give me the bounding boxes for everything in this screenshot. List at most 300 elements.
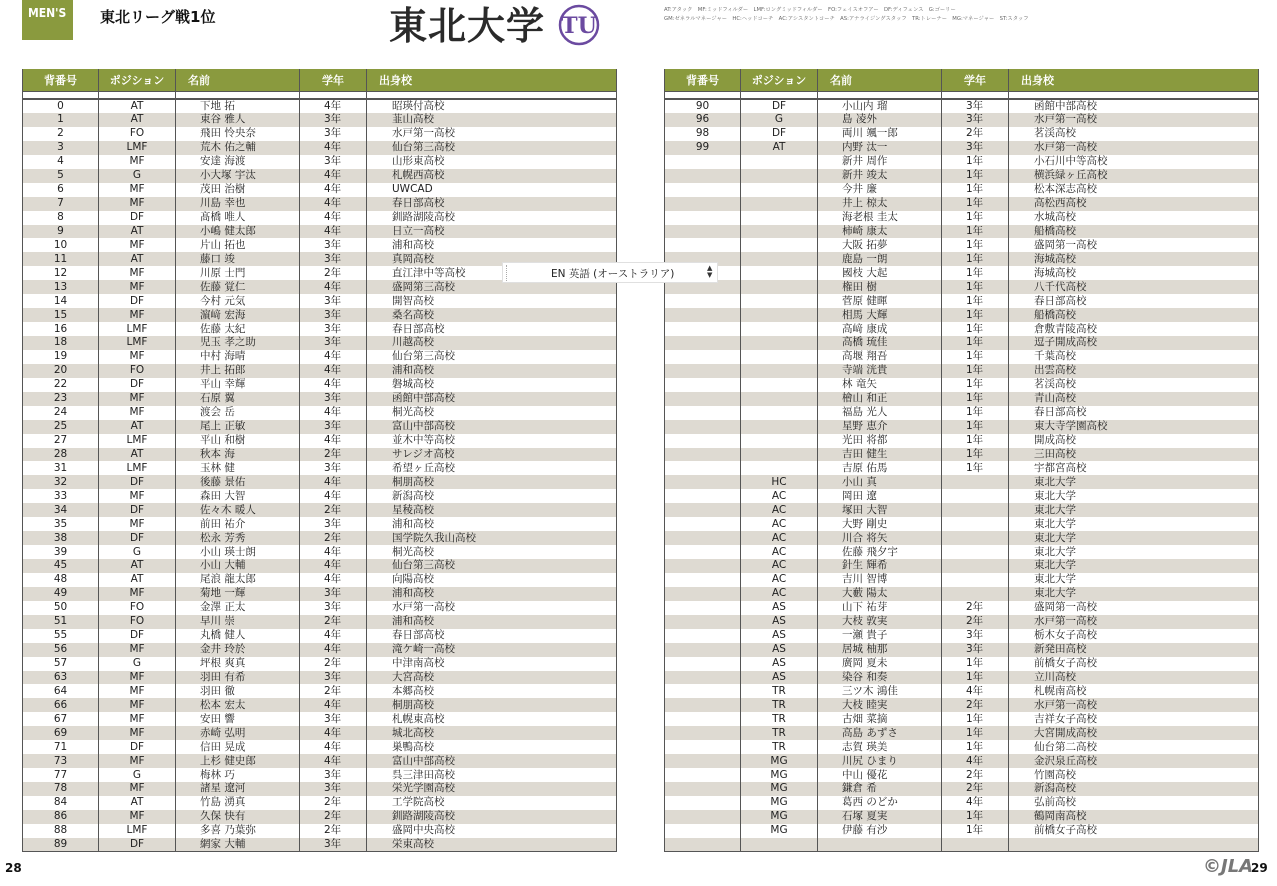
cell-position	[741, 308, 818, 322]
cell-name: 川島 幸也	[176, 197, 300, 211]
cell-school: 本郷高校	[367, 684, 617, 698]
cell-number: 49	[23, 587, 99, 601]
cell-year: 3年	[942, 141, 1009, 155]
cell-year: 1年	[942, 266, 1009, 280]
table-row	[23, 406, 617, 420]
table-row	[23, 754, 617, 768]
cell-school: 並木中等高校	[367, 434, 617, 448]
cell-number	[665, 336, 741, 350]
cell-year: 4年	[300, 489, 367, 503]
cell-position: MG	[741, 768, 818, 782]
cell-year: 1年	[942, 461, 1009, 475]
cell-school: 東北大学	[1009, 545, 1259, 559]
cell-year: 3年	[300, 113, 367, 127]
logo-text: TU	[561, 13, 597, 39]
cell-name: 大藪 陽太	[818, 587, 942, 601]
language-select-value: EN 英語 (オーストラリア)	[551, 268, 675, 280]
cell-year: 3年	[300, 782, 367, 796]
cell-name: 志賀 瑛美	[818, 740, 942, 754]
cell-position: MG	[741, 754, 818, 768]
cell-number: 24	[23, 406, 99, 420]
cell-school: 東北大学	[1009, 475, 1259, 489]
cell-school: 東北大学	[1009, 559, 1259, 573]
cell-year	[942, 517, 1009, 531]
cell-school: 出雲高校	[1009, 364, 1259, 378]
cell-year	[942, 573, 1009, 587]
cell-number	[665, 169, 741, 183]
cell-number	[665, 392, 741, 406]
roster-table-right	[664, 69, 1259, 852]
table-row	[665, 155, 1259, 169]
cell-number: 78	[23, 782, 99, 796]
cell-name: 片山 拓也	[176, 238, 300, 252]
cell-name: 井上 椋太	[818, 197, 942, 211]
cell-number	[665, 155, 741, 169]
cell-year	[942, 489, 1009, 503]
cell-position	[741, 183, 818, 197]
cell-school: 浦和高校	[367, 238, 617, 252]
cell-year: 1年	[942, 420, 1009, 434]
cell-school: 立川高校	[1009, 671, 1259, 685]
table-row	[23, 434, 617, 448]
table-row	[23, 517, 617, 531]
cell-school: 札幌西高校	[367, 169, 617, 183]
table-row	[23, 183, 617, 197]
table-row	[665, 434, 1259, 448]
cell-year: 4年	[300, 475, 367, 489]
cell-number	[665, 364, 741, 378]
table-row	[23, 503, 617, 517]
cell-name: 大野 剛史	[818, 517, 942, 531]
cell-number	[665, 824, 741, 838]
cell-school: 吉祥女子高校	[1009, 712, 1259, 726]
cell-position: MF	[99, 155, 176, 169]
cell-number	[665, 406, 741, 420]
cell-year: 3年	[300, 322, 367, 336]
cell-name: 小山 真	[818, 475, 942, 489]
cell-number: 25	[23, 420, 99, 434]
cell-year: 3年	[300, 420, 367, 434]
cell-position: MF	[99, 587, 176, 601]
cell-school: 韮山高校	[367, 113, 617, 127]
cell-number	[665, 308, 741, 322]
cell-position: MF	[99, 517, 176, 531]
cell-school: 高松西高校	[1009, 197, 1259, 211]
cell-position: AT	[99, 225, 176, 239]
cell-number: 27	[23, 434, 99, 448]
cell-number	[665, 434, 741, 448]
cell-name: 下地 拓	[176, 99, 300, 113]
cell-number: 55	[23, 629, 99, 643]
cell-position: AT	[741, 141, 818, 155]
cell-position: AT	[99, 99, 176, 113]
cell-year: 2年	[300, 503, 367, 517]
cell-position	[741, 350, 818, 364]
position-legend	[664, 6, 1084, 24]
cell-school: 水城高校	[1009, 211, 1259, 225]
table-row	[665, 657, 1259, 671]
cell-name: 小大塚 宇汰	[176, 169, 300, 183]
cell-number	[665, 698, 741, 712]
cell-year: 3年	[300, 712, 367, 726]
cell-school: 春日部高校	[1009, 294, 1259, 308]
cell-number: 39	[23, 545, 99, 559]
cell-school: 仙台第三高校	[367, 350, 617, 364]
cell-position: LMF	[99, 824, 176, 838]
table-row	[665, 796, 1259, 810]
cell-year: 4年	[300, 629, 367, 643]
table-row	[665, 420, 1259, 434]
cell-name: 高島 あずさ	[818, 726, 942, 740]
cell-number: 14	[23, 294, 99, 308]
cell-number	[665, 782, 741, 796]
cell-position: DF	[741, 99, 818, 113]
cell-name: 内野 汰一	[818, 141, 942, 155]
cell-name: 前田 祐介	[176, 517, 300, 531]
cell-name: 信田 晃成	[176, 740, 300, 754]
cell-position: AT	[99, 113, 176, 127]
cell-school: 希望ヶ丘高校	[367, 461, 617, 475]
cell-school: 鶴岡南高校	[1009, 810, 1259, 824]
col-header-number: 背番号	[23, 69, 99, 91]
table-row	[665, 475, 1259, 489]
cell-name: 石原 翼	[176, 392, 300, 406]
cell-year: 4年	[300, 378, 367, 392]
col-header-name: 名前	[818, 69, 942, 91]
cell-position: MF	[99, 643, 176, 657]
university-title: 東北大学	[389, 4, 546, 48]
cell-name: 國枝 大起	[818, 266, 942, 280]
cell-number	[665, 740, 741, 754]
cell-school: 星稜高校	[367, 503, 617, 517]
cell-name: 山下 祐芽	[818, 601, 942, 615]
cell-name: 寺端 洸貴	[818, 364, 942, 378]
cell-position	[741, 336, 818, 350]
cell-name: 海老根 圭太	[818, 211, 942, 225]
cell-position	[741, 406, 818, 420]
cell-number	[665, 378, 741, 392]
cell-year: 2年	[300, 810, 367, 824]
cell-name: 渡会 岳	[176, 406, 300, 420]
table-row	[23, 322, 617, 336]
cell-school: 呉三津田高校	[367, 768, 617, 782]
cell-number: 23	[23, 392, 99, 406]
cell-name: 松本 宏太	[176, 698, 300, 712]
cell-year: 1年	[942, 824, 1009, 838]
table-row	[665, 322, 1259, 336]
cell-year: 3年	[942, 113, 1009, 127]
table-row	[665, 712, 1259, 726]
cell-name: 小山 大輔	[176, 559, 300, 573]
table-row	[23, 657, 617, 671]
table-row	[23, 99, 617, 113]
cell-name: 一瀬 貴子	[818, 629, 942, 643]
cell-year: 2年	[942, 698, 1009, 712]
cell-name: 小山内 瑠	[818, 99, 942, 113]
cell-number: 98	[665, 127, 741, 141]
cell-position: FO	[99, 127, 176, 141]
cell-name: 居城 柚那	[818, 643, 942, 657]
cell-position: TR	[741, 684, 818, 698]
cell-school: 倉敷青陵高校	[1009, 322, 1259, 336]
cell-year	[942, 475, 1009, 489]
cell-name: 川尻 ひまり	[818, 754, 942, 768]
cell-position: AS	[741, 657, 818, 671]
cell-number: 33	[23, 489, 99, 503]
cell-name: 新井 周作	[818, 155, 942, 169]
cell-name: 廣岡 夏未	[818, 657, 942, 671]
cell-school: 真岡高校	[367, 252, 617, 266]
cell-number	[665, 238, 741, 252]
cell-school: サレジオ高校	[367, 448, 617, 462]
cell-position: MF	[99, 238, 176, 252]
cell-position: AT	[99, 796, 176, 810]
table-row	[23, 531, 617, 545]
cell-position: AC	[741, 573, 818, 587]
cell-position: MF	[99, 810, 176, 824]
cell-number: 11	[23, 252, 99, 266]
cell-position: G	[99, 545, 176, 559]
table-row	[665, 615, 1259, 629]
cell-name: 塚田 大智	[818, 503, 942, 517]
cell-school: 函館中部高校	[1009, 99, 1259, 113]
cell-school: 水戸第一高校	[1009, 113, 1259, 127]
cell-number: 18	[23, 336, 99, 350]
cell-number: 10	[23, 238, 99, 252]
table-row	[665, 364, 1259, 378]
table-row	[23, 559, 617, 573]
cell-year: 4年	[300, 545, 367, 559]
cell-year: 4年	[300, 364, 367, 378]
cell-position	[741, 461, 818, 475]
cell-school: 城北高校	[367, 726, 617, 740]
table-row	[665, 169, 1259, 183]
cell-year: 2年	[300, 448, 367, 462]
cell-year: 1年	[942, 197, 1009, 211]
cell-number	[665, 796, 741, 810]
cell-year: 2年	[300, 615, 367, 629]
league-rank: 東北リーグ戦1位	[100, 8, 216, 26]
table-row	[665, 448, 1259, 462]
cell-school: 桑名高校	[367, 308, 617, 322]
cell-position: DF	[99, 838, 176, 852]
cell-name: 小山 瑛士朗	[176, 545, 300, 559]
cell-school: 滝ケ崎一高校	[367, 643, 617, 657]
table-row	[23, 824, 617, 838]
cell-position: MF	[99, 712, 176, 726]
cell-position: TR	[741, 712, 818, 726]
table-row	[23, 141, 617, 155]
cell-school: 船橋高校	[1009, 225, 1259, 239]
cell-position: AT	[99, 573, 176, 587]
cell-school: 桐光高校	[367, 545, 617, 559]
up-down-arrow-icon: ▲ ▼	[707, 264, 713, 279]
table-row	[665, 601, 1259, 615]
cell-school: 栄東高校	[367, 838, 617, 852]
cell-position	[741, 155, 818, 169]
cell-school: 東北大学	[1009, 573, 1259, 587]
cell-name: 児玉 孝之助	[176, 336, 300, 350]
cell-number	[665, 615, 741, 629]
cell-year: 2年	[942, 768, 1009, 782]
table-header-row	[665, 69, 1259, 91]
cell-position: MG	[741, 796, 818, 810]
cell-number	[665, 448, 741, 462]
cell-name: 古畑 菜摘	[818, 712, 942, 726]
table-row	[665, 587, 1259, 601]
table-row	[23, 545, 617, 559]
cell-school: 新潟高校	[367, 489, 617, 503]
table-row	[23, 740, 617, 754]
cell-position: AT	[99, 252, 176, 266]
language-select[interactable]	[502, 262, 718, 283]
cell-name: 今村 元気	[176, 294, 300, 308]
cell-position: TR	[741, 740, 818, 754]
table-row	[23, 489, 617, 503]
cell-position	[741, 169, 818, 183]
cell-school: 新潟高校	[1009, 782, 1259, 796]
cell-number: 56	[23, 643, 99, 657]
table-row	[665, 406, 1259, 420]
cell-school: 盛岡第一高校	[1009, 238, 1259, 252]
cell-school: 山形東高校	[367, 155, 617, 169]
cell-year: 3年	[300, 601, 367, 615]
cell-position	[741, 838, 818, 852]
cell-number: 64	[23, 684, 99, 698]
cell-position: AS	[741, 615, 818, 629]
table-row	[665, 740, 1259, 754]
cell-name: 赤崎 弘明	[176, 726, 300, 740]
cell-position	[741, 392, 818, 406]
university-logo	[556, 3, 602, 47]
cell-year: 3年	[300, 838, 367, 852]
cell-position: LMF	[99, 141, 176, 155]
table-row	[23, 671, 617, 685]
cell-number: 90	[665, 99, 741, 113]
cell-school: 釧路湖陵高校	[367, 211, 617, 225]
cell-number	[665, 294, 741, 308]
cell-year: 4年	[300, 434, 367, 448]
cell-number: 38	[23, 531, 99, 545]
cell-name: 針生 輝希	[818, 559, 942, 573]
cell-number	[665, 754, 741, 768]
cell-position	[741, 252, 818, 266]
cell-number: 73	[23, 754, 99, 768]
cell-school: 盛岡第三高校	[367, 280, 617, 294]
table-row	[665, 754, 1259, 768]
cell-name: 吉原 佑馬	[818, 461, 942, 475]
table-row	[665, 838, 1259, 852]
cell-school: 前橋女子高校	[1009, 824, 1259, 838]
cell-school: 直江津中等高校	[367, 266, 617, 280]
cell-position: AC	[741, 545, 818, 559]
cell-name: 三ツ木 鴻佳	[818, 684, 942, 698]
cell-name: 星野 恵介	[818, 420, 942, 434]
cell-year	[942, 559, 1009, 573]
cell-number: 3	[23, 141, 99, 155]
cell-school: 桐朋高校	[367, 475, 617, 489]
cell-number	[665, 517, 741, 531]
cell-name: 飛田 怜央奈	[176, 127, 300, 141]
col-header-school: 出身校	[1009, 69, 1259, 91]
table-row	[23, 629, 617, 643]
cell-year: 1年	[942, 392, 1009, 406]
cell-name: 玉林 健	[176, 461, 300, 475]
cell-number	[665, 350, 741, 364]
cell-position: LMF	[99, 434, 176, 448]
cell-year: 2年	[300, 824, 367, 838]
cell-school: 小石川中等高校	[1009, 155, 1259, 169]
cell-position: LMF	[99, 336, 176, 350]
cell-year: 1年	[942, 238, 1009, 252]
table-row	[665, 350, 1259, 364]
cell-position	[741, 322, 818, 336]
cell-school: 竹園高校	[1009, 768, 1259, 782]
cell-name: 新井 竣太	[818, 169, 942, 183]
cell-name: 林 竜矢	[818, 378, 942, 392]
cell-school: 桐朋高校	[367, 698, 617, 712]
cell-name: 平山 幸輝	[176, 378, 300, 392]
cell-position: AC	[741, 559, 818, 573]
cell-school: 浦和高校	[367, 517, 617, 531]
cell-name: 上杉 健史郎	[176, 754, 300, 768]
cell-school: 浦和高校	[367, 364, 617, 378]
cell-year: 4年	[300, 141, 367, 155]
cell-number	[665, 768, 741, 782]
table-row	[23, 838, 617, 852]
cell-position: MG	[741, 782, 818, 796]
cell-school: 水戸第一高校	[367, 127, 617, 141]
cell-year: 4年	[300, 698, 367, 712]
cell-school: 春日部高校	[1009, 406, 1259, 420]
cell-name: 佐藤 飛夕宇	[818, 545, 942, 559]
table-row	[665, 294, 1259, 308]
cell-number: 48	[23, 573, 99, 587]
cell-name: 相馬 大輝	[818, 308, 942, 322]
table-row	[23, 294, 617, 308]
legend-line: GM:ゼネラルマネージャー HC:ヘッドコーチ AC:アシスタントコーチ AS:アナライジングスタッフ TR:トレーナー MG:マネージャー ST:スタッフ	[664, 16, 1029, 22]
cell-school: 開成高校	[1009, 434, 1259, 448]
cell-position: AC	[741, 531, 818, 545]
cell-school: 札幌南高校	[1009, 684, 1259, 698]
cell-school: 東北大学	[1009, 489, 1259, 503]
table-row	[665, 503, 1259, 517]
cell-name: 濵﨑 宏海	[176, 308, 300, 322]
cell-name: 佐藤 太紀	[176, 322, 300, 336]
table-row	[23, 211, 617, 225]
cell-number: 19	[23, 350, 99, 364]
cell-year: 4年	[300, 197, 367, 211]
cell-school: 春日部高校	[367, 322, 617, 336]
cell-number: 45	[23, 559, 99, 573]
cell-name: 羽田 有希	[176, 671, 300, 685]
cell-name: 川合 将矢	[818, 531, 942, 545]
cell-name: 安達 海渡	[176, 155, 300, 169]
cell-year: 1年	[942, 434, 1009, 448]
cell-position: G	[99, 657, 176, 671]
cell-year: 4年	[300, 211, 367, 225]
cell-name: 東谷 雅人	[176, 113, 300, 127]
cell-school: 札幌東高校	[367, 712, 617, 726]
cell-year: 2年	[300, 657, 367, 671]
table-row	[665, 684, 1259, 698]
table-row	[665, 225, 1259, 239]
cell-year	[942, 838, 1009, 852]
legend-line: AT:アタック MF:ミッドフィルダー LMF:ロングミッドフィルダー FO:フェイスオフアー DF:ディフェンス G:ゴーリー	[664, 7, 956, 13]
cell-name: 鎌倉 希	[818, 782, 942, 796]
cell-position: MF	[99, 308, 176, 322]
cell-name: 平山 和樹	[176, 434, 300, 448]
